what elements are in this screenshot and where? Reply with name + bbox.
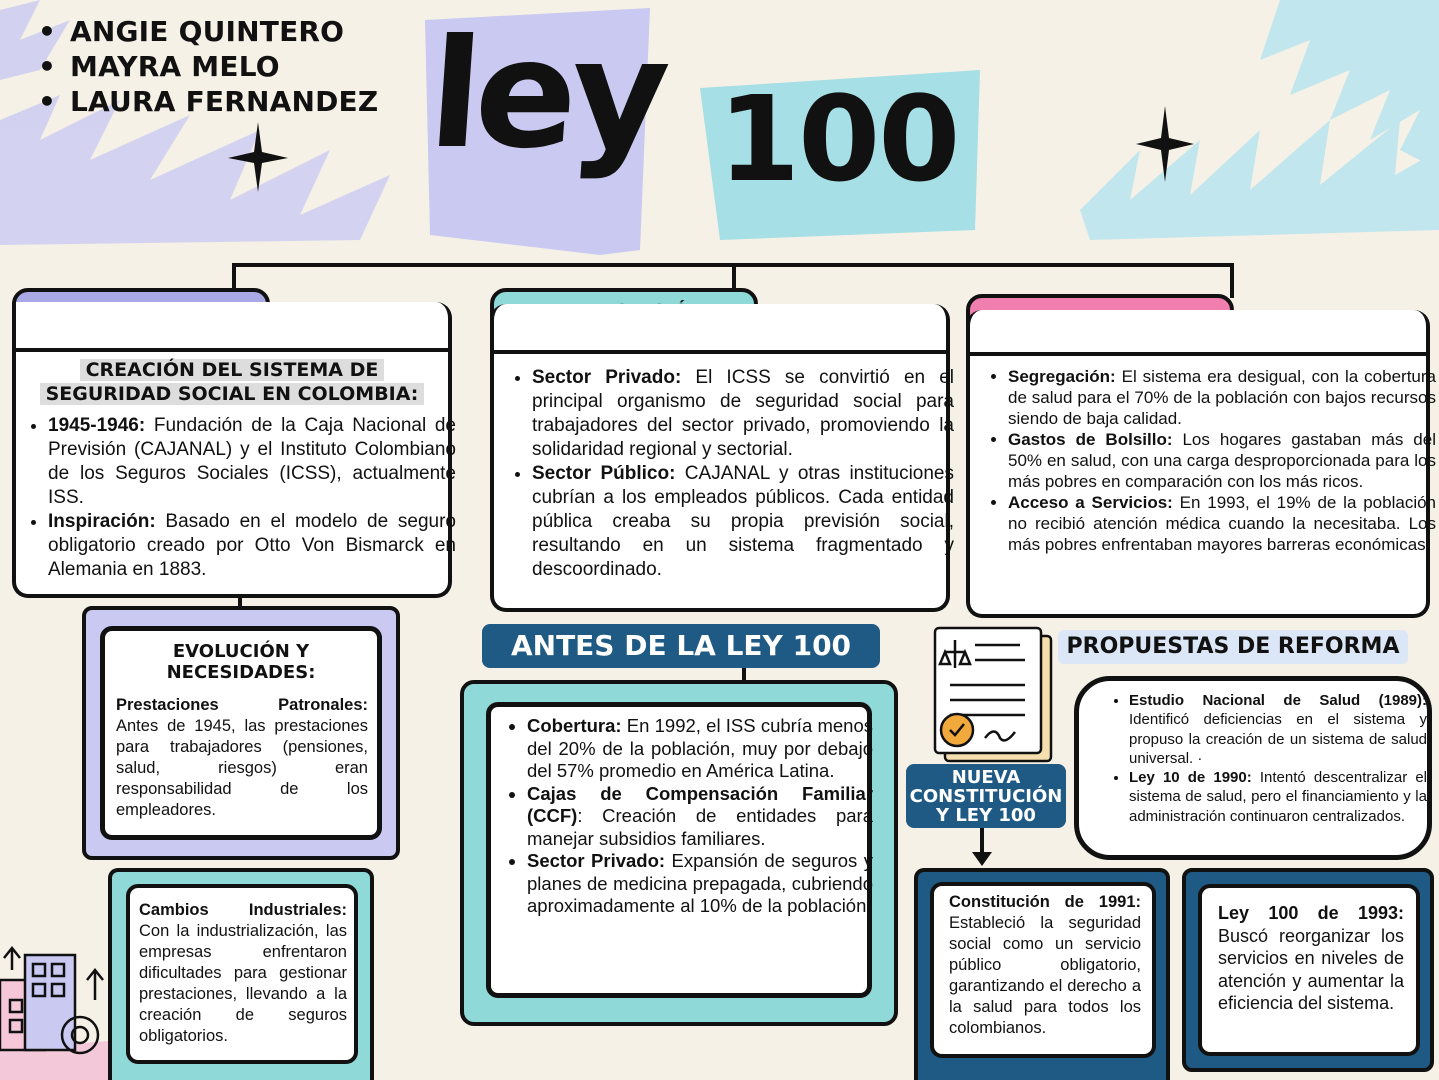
creacion-heading-line2: SEGURIDAD SOCIAL EN COLOMBIA: (40, 383, 425, 405)
antes-card (486, 702, 872, 998)
list-item: • 1945-1946: Fundación de la Caja Nacional de Previsión (CAJANAL) y el Instituto Colombiano de los Seguros Sociales (ICSS), actualmente ISS. (48, 414, 456, 510)
cambios-body: Con la industrialización, las empresas enfrentaron dificultades para gestionar prestaciones, llevando a la creación de seguros obligatorios. (139, 922, 347, 1045)
cambios-card (126, 884, 358, 1064)
author-name: • ANGIE QUINTERO (38, 14, 378, 49)
propuestas-card (1074, 676, 1432, 860)
nueva-label (906, 764, 1066, 828)
creacion-heading (16, 358, 448, 406)
list-item: • Sector Privado: Expansión de seguros y planes de medicina prepagada, cubriendo aproximadamente al 10% de la población. (527, 850, 873, 918)
evolucion-heading-line1: EVOLUCIÓN Y (172, 641, 310, 662)
cambios-text (139, 900, 347, 1047)
list-item: • Cajas de Compensación Familiar (CCF): Creación de entidades para manejar subsidios familiares. (527, 783, 873, 851)
ley100-body: Buscó reorganizar los servicios en niveles de atención y aumentar la eficiencia del sistema. (1218, 925, 1404, 1013)
title-word: ley (423, 8, 670, 182)
cambios-label: Cambios Industriales: (139, 901, 347, 919)
propuestas-list (1111, 691, 1427, 826)
nueva-line3: Y LEY 100 (936, 805, 1036, 826)
evolucion-body: Antes de 1945, las prestaciones para trabajadores (pensiones, salud, riesgos) eran responsabilidad de los empleadores. (116, 717, 368, 819)
divider (490, 350, 950, 354)
constitucion-card (930, 882, 1156, 1058)
evolucion-heading-line2: NECESIDADES: (166, 662, 316, 683)
authors-list (38, 14, 378, 119)
list-item: • Inspiración: Basado en el modelo de seguro obligatorio creado por Otto Von Bismarck en Alemania en 1883. (48, 510, 456, 582)
document-icon (935, 628, 1051, 761)
divider (12, 348, 452, 352)
list-item: • Acceso a Servicios: En 1993, el 19% de la población no recibió atención médica cuando la necesitaba. Los más pobres enfrentaban mayores barreras económicas. (1008, 492, 1436, 555)
list-item: • Cobertura: En 1992, el ISS cubría menos del 20% de la población, muy por debajo del 57% promedio en América Latina. (527, 715, 873, 783)
card-desigualdades (966, 310, 1436, 618)
constitucion-text (949, 892, 1141, 1039)
evolucion-label: Prestaciones Patronales: (116, 696, 368, 714)
propuestas-heading: PROPUESTAS DE REFORMA (1058, 630, 1408, 664)
author-name: • MAYRA MELO (38, 49, 378, 84)
nueva-line1: NUEVA (951, 767, 1021, 788)
constitucion-body: Estableció la seguridad social como un servicio público obligatorio, garantizando el derecho a la salud para todos los colombianos. (949, 914, 1141, 1037)
ley100-card (1198, 884, 1420, 1056)
list-item: • Segregación: El sistema era desigual, con la cobertura de salud para el 70% de la población con bajos recursos siendo de baja calidad. (1008, 366, 1436, 429)
evolucion-heading (105, 641, 377, 683)
diferenciacion-list (514, 366, 954, 582)
evolucion-card (100, 626, 382, 840)
evolucion-text (116, 695, 368, 821)
list-item: • Sector Privado: El ICSS se convirtió en el principal organismo de seguridad social para trabajadores del sector privado, promoviendo la solidaridad regional y sectorial. (532, 366, 954, 462)
card-creacion (12, 302, 456, 598)
ley100-text (1218, 902, 1404, 1015)
list-item: • Estudio Nacional de Salud (1989): Identificó deficiencias en el sistema y propuso la creación de un sistema de salud universal. · (1129, 691, 1427, 768)
creacion-list (30, 414, 456, 582)
antes-list (509, 715, 873, 918)
ley100-label: Ley 100 de 1993: (1218, 903, 1404, 923)
nueva-line2: CONSTITUCIÓN (909, 786, 1063, 807)
antes-heading: ANTES DE LA LEY 100 (482, 624, 880, 668)
list-item: • Sector Público: CAJANAL y otras instituciones cubrían a los empleados públicos. Cada entidad pública creaba su propia previsión social, resultando en un sistema fragmentado y descoordinado. (532, 462, 954, 582)
factory-icon (0, 948, 103, 1053)
divider (966, 352, 1430, 356)
list-item: • Gastos de Bolsillo: Los hogares gastaban más del 50% en salud, con una carga desproporcionada para los más pobres en comparación con los más ricos. (1008, 429, 1436, 492)
list-item: • Ley 10 de 1990: Intentó descentralizar el sistema de salud, pero el financiamiento y la administración continuaron centralizados. (1129, 768, 1427, 826)
desigualdades-list (990, 366, 1436, 555)
constitucion-label: Constitución de 1991: (949, 893, 1141, 911)
creacion-heading-line1: CREACIÓN DEL SISTEMA DE (80, 359, 385, 381)
author-name: • LAURA FERNANDEZ (38, 84, 378, 119)
title-number: 100 (718, 70, 959, 208)
